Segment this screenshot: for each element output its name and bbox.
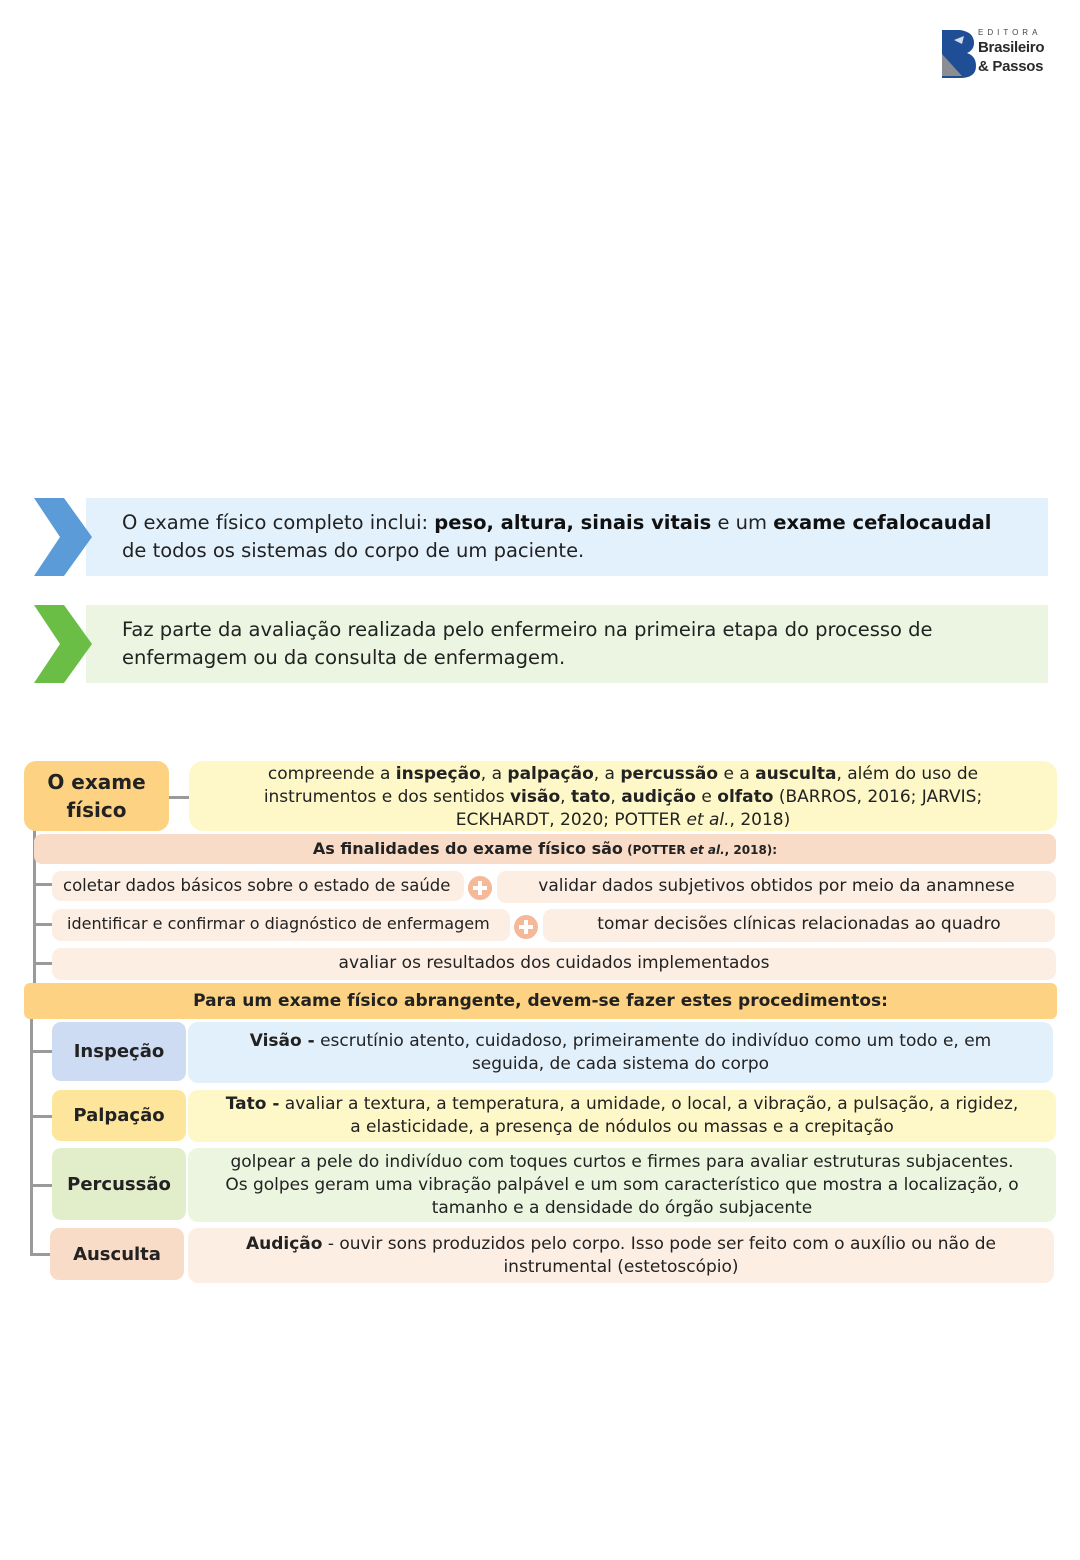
- connector-line: [36, 923, 52, 926]
- connector-line: [36, 962, 52, 965]
- procedure-label-percussao: Percussão: [52, 1148, 186, 1220]
- exam-description: compreende a inspeção, a palpação, a percussão e a ausculta, além do uso de instrumentos e dos sentidos visão, tato, audição e olfato (BARROS, 2016; JARVIS; ECKHARDT, 2020; POTTER et al., 2018): [189, 761, 1057, 831]
- procedure-label-palpacao: Palpação: [52, 1090, 186, 1141]
- procedure-detail-palpacao: Tato - avaliar a textura, a temperatura, a umidade, o local, a vibração, a pulsação, a rigidez, a elasticidade, a presença de nódulos ou massas e a crepitação: [188, 1090, 1056, 1142]
- procedure-detail-ausculta: Audição - ouvir sons produzidos pelo corpo. Isso pode ser feito com o auxílio ou não de instrumental (estetoscópio): [188, 1228, 1054, 1283]
- connector-line: [169, 796, 191, 799]
- logo-editora-text: EDITORA: [978, 28, 1042, 37]
- chevron-right-icon: [34, 498, 94, 576]
- chevron-right-icon: [34, 605, 94, 683]
- exam-title-line: físico: [66, 798, 127, 822]
- banner-text: Faz parte da avaliação realizada pelo enfermeiro na primeira etapa do processo de enfermagem ou da consulta de enfermagem.: [122, 618, 933, 669]
- connector-line: [33, 1184, 53, 1187]
- procedure-label-ausculta: Ausculta: [50, 1228, 184, 1280]
- logo-passos-text: & Passos: [978, 58, 1044, 75]
- procedure-detail-inspecao: Visão - escrutínio atento, cuidadoso, primeiramente do indivíduo como um todo e, em seguida, de cada sistema do corpo: [188, 1022, 1053, 1083]
- publisher-logo: [940, 28, 1060, 82]
- finalidade-item: avaliar os resultados dos cuidados implementados: [52, 948, 1056, 980]
- plus-icon: [514, 915, 538, 939]
- logo-mark-icon: [940, 28, 978, 80]
- procedures-header: Para um exame físico abrangente, devem-se fazer estes procedimentos:: [24, 983, 1057, 1019]
- connector-line: [36, 883, 52, 886]
- finalidade-item: identificar e confirmar o diagnóstico de enfermagem: [52, 909, 510, 941]
- banner-text: O exame físico completo inclui: peso, altura, sinais vitais e um exame cefalocaudal de todos os sistemas do corpo de um paciente.: [122, 511, 992, 562]
- connector-line: [30, 1018, 33, 1256]
- finalidade-item: validar dados subjetivos obtidos por meio da anamnese: [497, 871, 1056, 903]
- info-banner-exame-completo: [34, 498, 1048, 576]
- connector-line: [33, 1050, 53, 1053]
- connector-line: [33, 1115, 53, 1118]
- logo-brasileiro-text: Brasileiro: [978, 39, 1045, 56]
- procedure-detail-percussao: golpear a pele do indivíduo com toques curtos e firmes para avaliar estruturas subjacentes. Os golpes geram uma vibração palpável e um som característico que mostra a localização, o tamanho e a densidade do órgão subjacente: [188, 1148, 1056, 1222]
- finalidades-header: As finalidades do exame físico são (POTTER et al., 2018):: [34, 834, 1056, 864]
- exam-title-line: O exame: [47, 770, 146, 794]
- info-banner-avaliacao: [34, 605, 1048, 683]
- finalidade-item: tomar decisões clínicas relacionadas ao quadro: [543, 909, 1055, 942]
- finalidade-item: coletar dados básicos sobre o estado de saúde: [52, 871, 464, 901]
- plus-icon: [468, 876, 492, 900]
- exam-title-box: [24, 761, 169, 831]
- procedure-label-inspecao: Inspeção: [52, 1022, 186, 1081]
